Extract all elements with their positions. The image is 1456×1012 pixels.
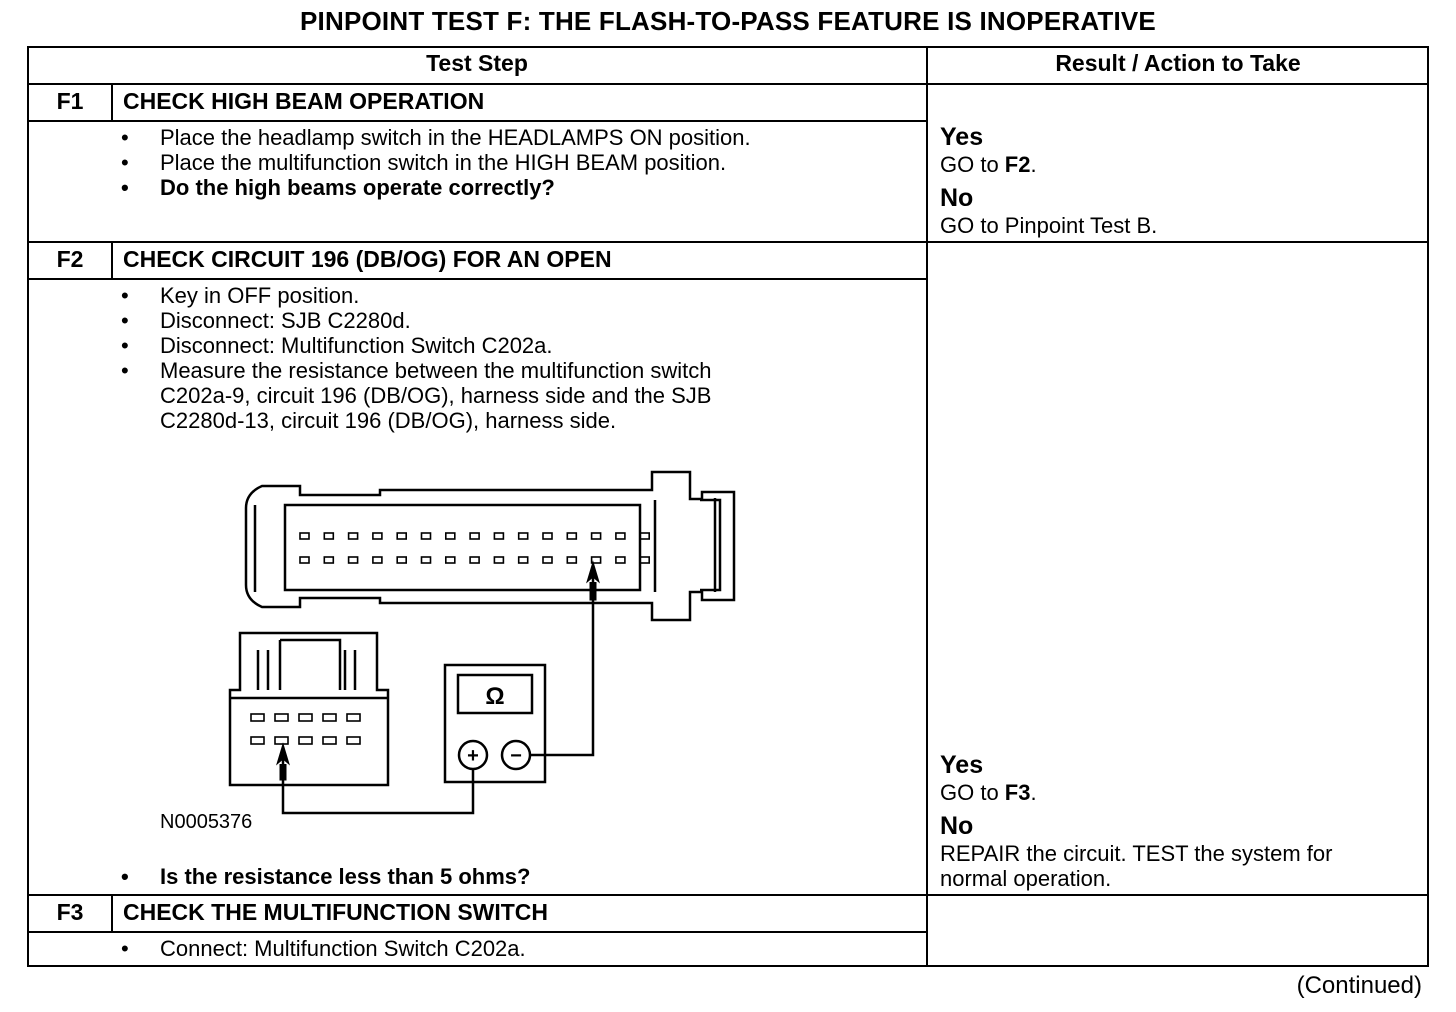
pin-cavity bbox=[373, 557, 382, 563]
f1-row-divider bbox=[27, 241, 1429, 243]
meter-omega: Ω bbox=[485, 683, 505, 710]
pin-cavity bbox=[324, 533, 333, 539]
meter-minus: − bbox=[510, 745, 522, 767]
no-label: No bbox=[940, 184, 974, 212]
header-divider bbox=[27, 83, 1429, 85]
step-heading-f1: CHECK HIGH BEAM OPERATION bbox=[123, 88, 485, 114]
pin-cavity bbox=[347, 737, 360, 744]
circuit-diagram bbox=[150, 460, 750, 840]
figure-id: N0005376 bbox=[160, 811, 253, 833]
pin-cavity bbox=[324, 557, 333, 563]
f2-heading-divider bbox=[27, 278, 927, 280]
f3-heading-divider bbox=[27, 931, 927, 933]
pin-cavity bbox=[422, 533, 431, 539]
pin-cavity bbox=[567, 533, 576, 539]
pin-cavity bbox=[299, 714, 312, 721]
result-f2 bbox=[940, 750, 1332, 891]
pin-cavity bbox=[446, 557, 455, 563]
pin-cavity bbox=[323, 714, 336, 721]
pin-cavity bbox=[397, 557, 406, 563]
no-action: normal operation. bbox=[940, 866, 1112, 891]
id-divider-f2 bbox=[111, 241, 113, 279]
id-divider-f1 bbox=[111, 83, 113, 121]
step-heading-f3: CHECK THE MULTIFUNCTION SWITCH bbox=[123, 899, 549, 925]
pin-cavity bbox=[300, 533, 309, 539]
pin-cavity bbox=[470, 533, 479, 539]
pin-cavity bbox=[494, 533, 503, 539]
pin-cavity bbox=[519, 557, 528, 563]
yes-label: Yes bbox=[940, 123, 984, 151]
pin-cavity bbox=[349, 533, 358, 539]
pin-cavity bbox=[347, 714, 360, 721]
id-divider-f3 bbox=[111, 894, 113, 932]
column-divider bbox=[926, 46, 928, 967]
f1-heading-divider bbox=[27, 120, 927, 122]
yes-action: GO to F3. bbox=[940, 780, 1037, 805]
meter-plus: + bbox=[467, 745, 479, 767]
page-title: PINPOINT TEST F: THE FLASH-TO-PASS FEATURE IS INOPERATIVE bbox=[300, 6, 1156, 36]
yes-action: GO to F2. bbox=[940, 152, 1037, 177]
sjb-connector bbox=[246, 472, 734, 620]
pin-cavity bbox=[300, 557, 309, 563]
pin-cavity bbox=[543, 557, 552, 563]
no-action: GO to Pinpoint Test B. bbox=[940, 213, 1158, 238]
step-id-f3: F3 bbox=[56, 899, 84, 925]
step-id-f1: F1 bbox=[56, 88, 84, 114]
pin-cavity bbox=[446, 533, 455, 539]
pin-cavity bbox=[275, 714, 288, 721]
yes-label: Yes bbox=[940, 751, 984, 779]
pin-cavity bbox=[592, 533, 601, 539]
pin-cavity bbox=[519, 533, 528, 539]
step-id-f2: F2 bbox=[56, 246, 84, 272]
continued-note: (Continued) bbox=[1296, 972, 1422, 999]
step-heading-f2: CHECK CIRCUIT 196 (DB/OG) FOR AN OPEN bbox=[123, 246, 612, 272]
sjb-pin-rows bbox=[300, 533, 649, 563]
multifunction-switch-connector bbox=[230, 633, 388, 785]
pin-cavity bbox=[470, 557, 479, 563]
mfs-pin-rows bbox=[251, 714, 360, 744]
lead-wire-minus bbox=[530, 570, 593, 755]
pin-cavity bbox=[251, 737, 264, 744]
pin-cavity bbox=[640, 533, 649, 539]
pin-cavity bbox=[275, 737, 288, 744]
pin-cavity bbox=[616, 533, 625, 539]
header-result: Result / Action to Take bbox=[1055, 50, 1301, 76]
no-action: REPAIR the circuit. TEST the system for bbox=[940, 841, 1333, 866]
pin-cavity bbox=[373, 533, 382, 539]
pin-cavity bbox=[543, 533, 552, 539]
pin-cavity bbox=[494, 557, 503, 563]
result-f1 bbox=[940, 122, 1157, 238]
no-label: No bbox=[940, 812, 974, 840]
pin-cavity bbox=[640, 557, 649, 563]
f2-row-divider bbox=[27, 894, 1429, 896]
pin-cavity bbox=[349, 557, 358, 563]
header-test-step: Test Step bbox=[426, 50, 528, 76]
pin-cavity bbox=[567, 557, 576, 563]
pin-cavity bbox=[299, 737, 312, 744]
pin-cavity bbox=[397, 533, 406, 539]
pin-cavity bbox=[422, 557, 431, 563]
pin-cavity bbox=[323, 737, 336, 744]
pin-cavity bbox=[251, 714, 264, 721]
pin-cavity bbox=[616, 557, 625, 563]
